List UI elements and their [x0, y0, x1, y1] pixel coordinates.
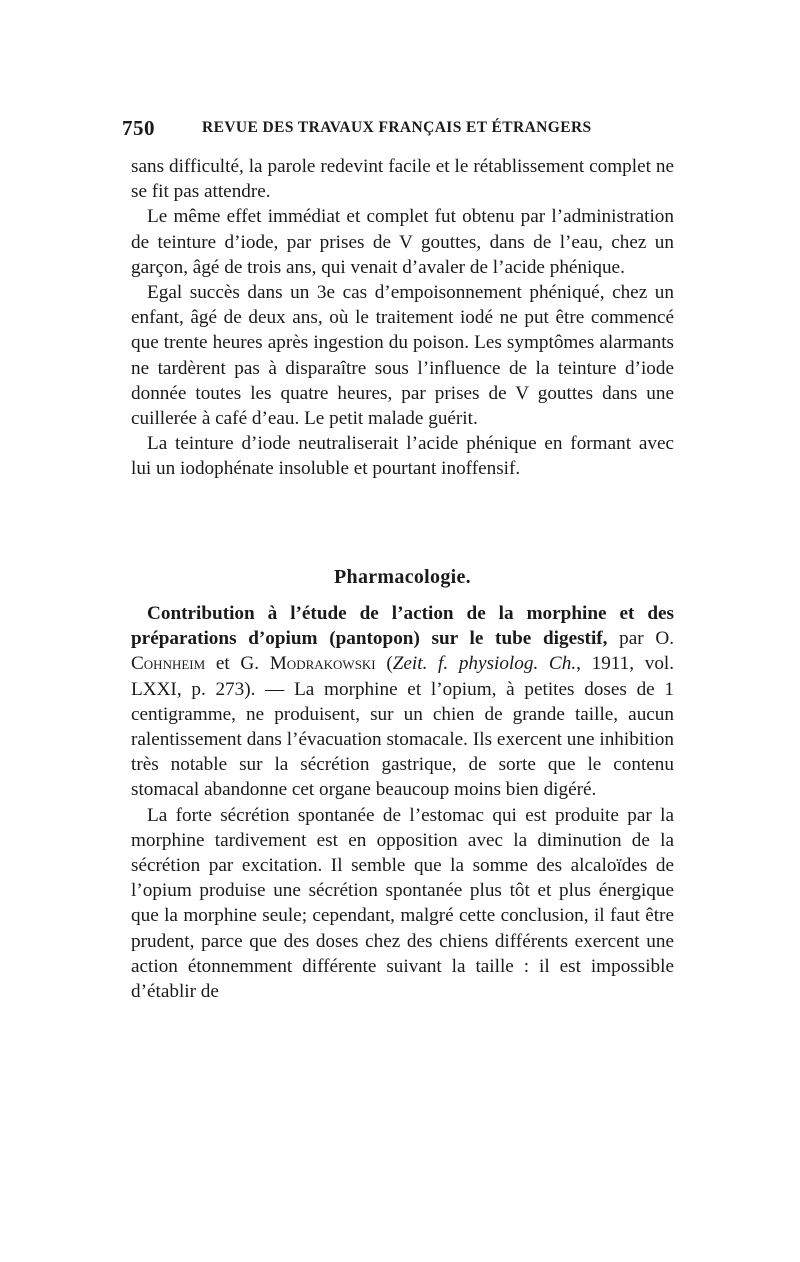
paragraph-iodine-boy: Le même effet immédiat et complet fut obtenu par l’administration de teinture d’iode, par prises de V gouttes, dans de l’eau, chez un garçon, âgé de trois ans, qui venait d’avaler de l’acide phénique. — [131, 206, 674, 278]
author-modrakowski: G. Modrakowski — [240, 653, 376, 675]
page-number: 750 — [122, 116, 155, 140]
citation-details: , 1911, vol. LXXI, p. 273). — [131, 653, 675, 700]
running-head — [122, 116, 678, 140]
paragraph-third-case: Egal succès dans un 3e cas d’empoisonnement phéniqué, chez un enfant, âgé de deux ans, où le traitement iodé ne put être commencé que trente heures après ingestion du poison. Les symptômes alarmants ne tardèrent pas à disparaître sous l’influence de la teinture d’iode donnée toutes les quatre heures, par prises de V gouttes dans une cuillerée à café d’eau. Le petit malade guérit. — [131, 282, 674, 430]
journal-name: Zeit. f. physiolog. Ch. — [392, 653, 577, 675]
author-cohnheim: O. Cohnheim — [131, 628, 674, 675]
article-summary: — La morphine et l’opium, à petites doses de 1 centigramme, ne produisent, sur un chien de grande taille, aucun ralentissement dans l’évacuation stomacale. Ils exercent une inhibition très notable sur la sécrétion gastrique, de sorte que le contenu stomacal abandonne cet organe beaucoup moins bien digéré. — [131, 678, 675, 801]
journal-title: REVUE DES TRAVAUX FRANÇAIS ET ÉTRANGERS — [202, 119, 592, 136]
and-word: et — [215, 653, 230, 675]
paragraph-continuation: sans difficulté, la parole redevint facile et le rétablissement complet ne se fit pas attendre. — [131, 156, 674, 203]
section-heading: Pharmacologie. — [334, 566, 471, 588]
pharmacology-article — [131, 601, 674, 1004]
citation-open: ( — [386, 653, 393, 675]
article-title: Contribution à l’étude de l’action de la morphine et des préparations d’opium (pantopon) sur le tube digestif, — [131, 603, 674, 650]
paragraph-morphine-secretion: La forte sécrétion spontanée de l’estomac qui est produite par la morphine tardivement est en opposition avec la diminution de la sécrétion par excitation. Il semble que la somme des alcaloïdes de l’opium produise une sécrétion spontanée plus tôt et plus énergique que la morphine seule; cependant, malgré cette conclusion, il faut être prudent, parce que des doses chez des chiens différents exercent une action étonnemment différente suivant la taille : il est impossible d’établir de — [131, 804, 674, 1003]
by-word: par — [619, 628, 644, 650]
continued-article-text — [131, 154, 674, 482]
paragraph-iodophenate: La teinture d’iode neutraliserait l’acide phénique en formant avec lui un iodophénate insoluble et pourtant inoffensif. — [131, 433, 674, 480]
article-abstract — [131, 601, 674, 803]
